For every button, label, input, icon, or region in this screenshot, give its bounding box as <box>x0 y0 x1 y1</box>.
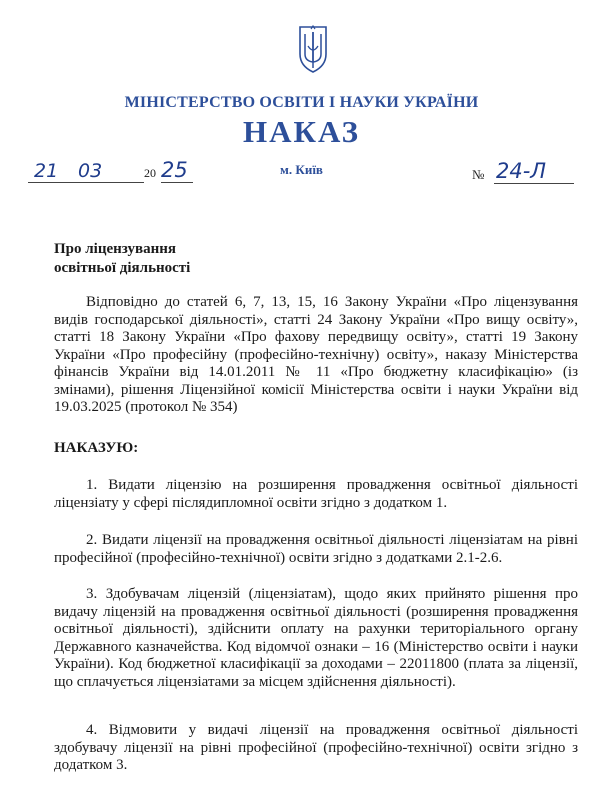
order-subject <box>54 240 190 278</box>
order-item-1: 1. Видати ліцензію на розширення провадження освітньої діяльності ліцензіату у сфері післядипломної освіти згідно з додатком 1. <box>54 477 578 511</box>
preamble-paragraph: Відповідно до статей 6, 7, 13, 15, 16 Закону України «Про ліцензування видів господарської діяльності», статті 24 Закону України «Про вищу освіту», статті 18 Закону України «Про фахову передвищу освіту», статті 19 Закону України «Про професійну (професійно-технічну) освіту», наказу Міністерства фінансів України від 14.01.2011 № 11 «Про бюджетну класифікацію» (із змінами), рішення Ліцензійної комісії Міністерства освіти і науки України від 19.03.2025 (протокол № 354) <box>54 294 578 415</box>
date-year-prefix: 20 <box>144 166 156 180</box>
date-year-handwritten: 25 <box>161 158 188 182</box>
date-month-handwritten: 03 <box>78 160 103 182</box>
date-underline <box>28 182 144 183</box>
number-sign: № <box>472 167 485 182</box>
document-title: НАКАЗ <box>243 114 360 149</box>
ministry-name: МІНІСТЕРСТВО ОСВІТИ І НАУКИ УКРАЇНИ <box>124 94 479 111</box>
date-day-handwritten: 21 <box>34 160 59 182</box>
subject-line-1: Про ліцензування <box>54 241 176 257</box>
city-label: м. Київ <box>280 162 323 177</box>
order-heading: НАКАЗУЮ: <box>54 440 139 456</box>
order-item-4: 4. Відмовити у видачі ліцензії на провадження освітньої діяльності здобувачу ліцензії на рівні професійної (професійно-технічної) освіти згідно з додатком 3. <box>54 722 578 773</box>
order-item-2: 2. Видати ліцензії на провадження освітньої діяльності ліцензіатам на рівні професійної (професійно-технічної) освіти згідно з додатками 2.1-2.6. <box>54 532 578 566</box>
order-number-handwritten: 24-Л <box>496 159 547 183</box>
subject-line-2: освітньої діяльності <box>54 260 191 276</box>
number-underline <box>494 183 574 184</box>
tryzub-emblem-icon <box>296 24 330 74</box>
order-item-3: 3. Здобувачам ліцензій (ліцензіатам), щодо яких прийнято рішення про видачу ліцензій на провадження освітньої діяльності (розширення провадження освітньої діяльності), здійснити оплату на рахунки територіального органу Державного казначейства. Код відомчої ознаки – 16 (Міністерство освіти і науки України). Код бюджетної класифікації за доходами – 22011800 (плата за ліцензії, що сплачується ліцензіатами за місцем здійснення діяльності). <box>54 586 578 690</box>
order-number <box>472 161 582 185</box>
date-year-underline <box>161 182 193 183</box>
